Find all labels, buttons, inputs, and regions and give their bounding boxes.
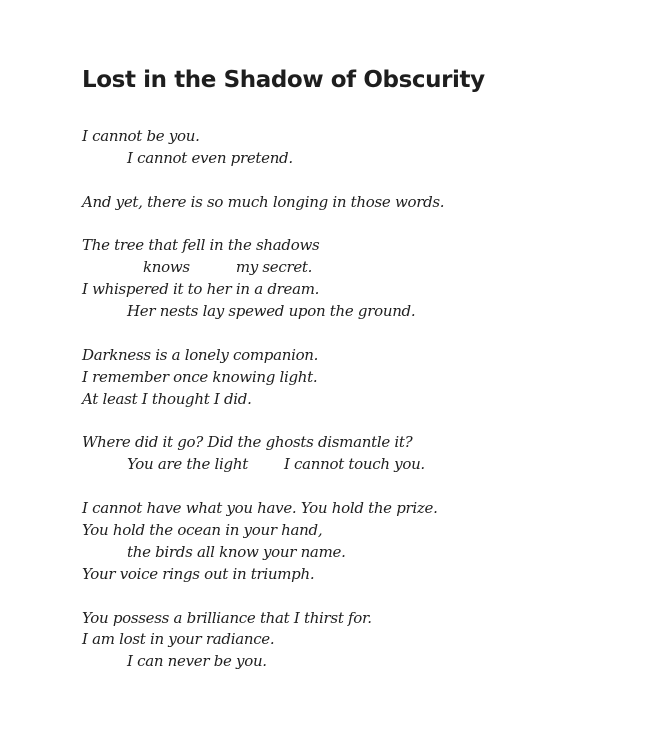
poem-line-fragment: I cannot touch you.: [283, 455, 425, 474]
poem-line-split: [82, 454, 642, 476]
stanza-6: [82, 498, 642, 586]
poem-line: I cannot even pretend.: [127, 148, 293, 167]
stanza-7: [82, 608, 642, 674]
poem-line: I cannot have what you have. You hold the prize.: [82, 499, 438, 518]
poem-line-fragment: knows: [143, 258, 190, 277]
poem-line-split: [82, 257, 642, 279]
poem-line: You possess a brilliance that I thirst for.: [82, 608, 372, 627]
poem-line: Where did it go? Did the ghosts dismantle it?: [82, 433, 413, 452]
poem-line: You hold the ocean in your hand,: [82, 521, 323, 540]
poem-line: Darkness is a lonely companion.: [82, 345, 319, 364]
stanza-5: [82, 432, 642, 476]
poem-line: The tree that fell in the shadows: [82, 236, 320, 255]
poem-line: Her nests lay spewed upon the ground.: [127, 302, 416, 321]
poem-line: I cannot be you.: [82, 127, 200, 145]
poem-line: Your voice rings out in triumph.: [82, 564, 315, 583]
poem-line: I can never be you.: [127, 652, 267, 671]
poem-line: I whispered it to her in a dream.: [82, 280, 320, 299]
stanza-3: [82, 235, 642, 323]
poem-body: [82, 126, 642, 695]
poem-line-fragment: my secret.: [235, 258, 313, 277]
poem-line: At least I thought I did.: [82, 389, 252, 408]
poem-line: the birds all know your name.: [127, 542, 346, 561]
poem-line: I am lost in your radiance.: [82, 630, 275, 649]
poem-title: Lost in the Shadow of Obscurity: [82, 67, 485, 93]
poem-line: And yet, there is so much longing in those words.: [82, 192, 445, 211]
stanza-2: [82, 192, 642, 214]
poem-line-fragment: You are the light: [127, 455, 248, 474]
stanza-1: [82, 126, 642, 170]
stanza-4: [82, 345, 642, 411]
poem-line: I remember once knowing light.: [82, 367, 318, 386]
